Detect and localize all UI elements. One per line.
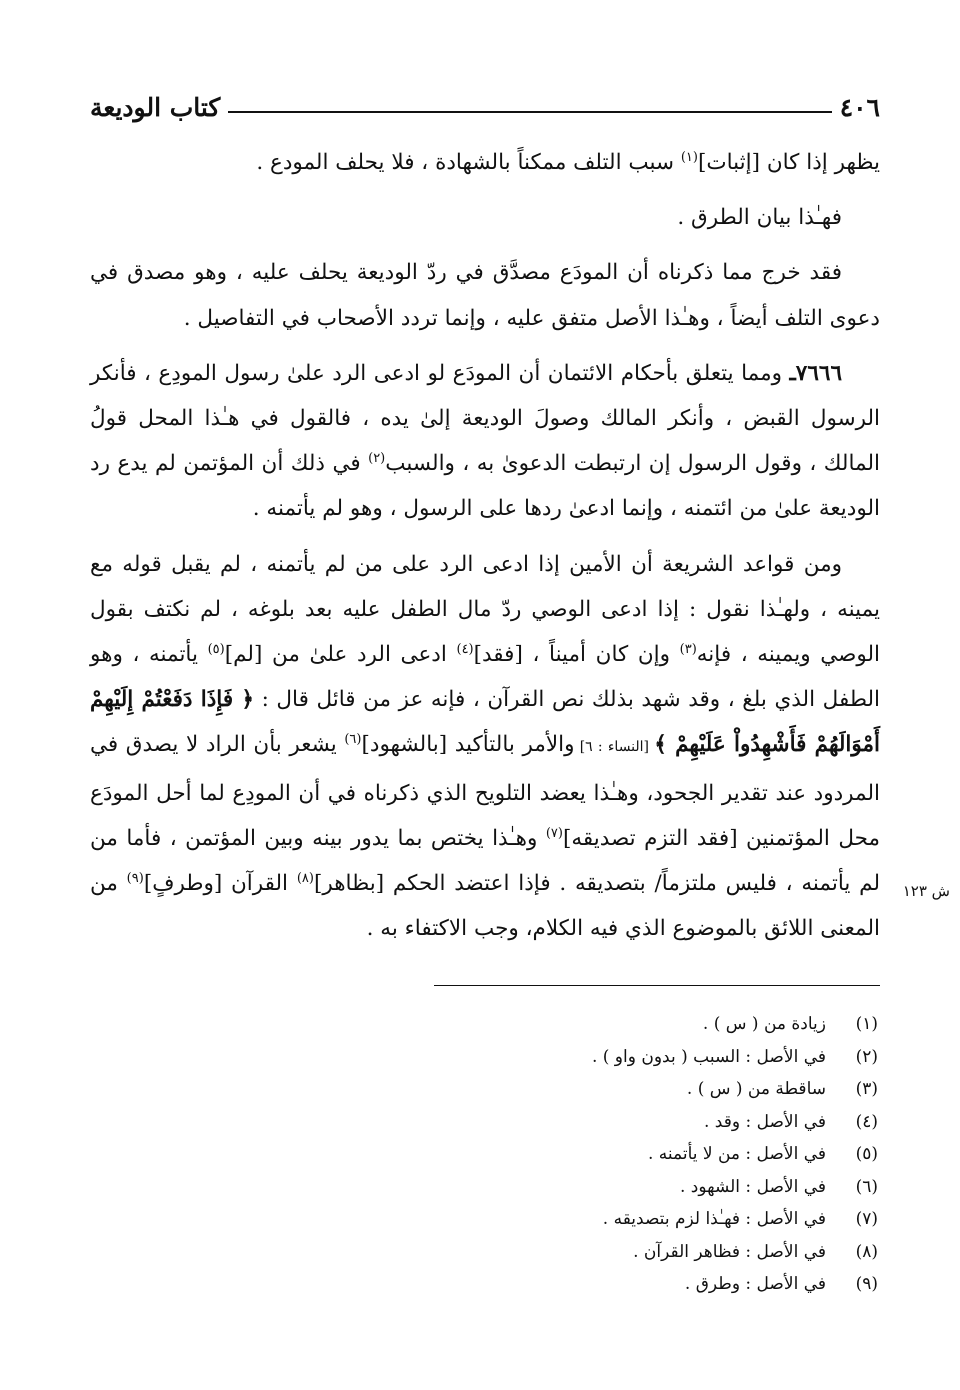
manuscript-folio-note: ش ١٢٣	[902, 882, 950, 900]
footnote-item	[458, 1008, 878, 1041]
verse-citation: [النساء : ٦]	[574, 739, 655, 756]
footnote-text: زيادة من ( س ) .	[702, 1014, 826, 1034]
footnote-separator	[434, 985, 880, 986]
paragraph-5: ومن قواعد الشريعة أن الأمين إذا ادعى الرد على من لم يأتمنه ، لم يقبل قوله مع يمينه ، ولهـٰذا نقول : إذا ادعى الوصي ردّ مال الطفل عليه بعد بلوغه ، لم نكتف بقول الوصي ويمينه ، فإنه$^{(٣)}$ وإن كان أميناً ، [فقد]$^{(٤)}$ ادعى الرد علىٰ من [لم]$^{(٥)}$ يأتمنه ، وهو الطفل الذي بلغ ، وقد شهد بذلك نص القرآن ، فإنه عز من قائل قال : ﴿ فَإِذَا دَفَعْتُمْ إِلَيْهِمْ أَمْوَالَهُمْ فَأَشْهِدُواْ عَلَيْهِمْ ﴾ [النساء : ٦] والأمر بالتأكيد [بالشهود]$^{(٦)}$ يشعر بأن الراد لا يصدق في المردود عند تقدير الجحود، وهـٰذا يعضد التلويح الذي ذكرناه في أن المودِع لما أحل المودَع محل المؤتمنين [فقد التزم تصديقه]$^{(٧)}$ وهـٰذا يختص بما يدور بينه وبين المؤتمن ، فأما من لم يأتمنه ، فليس ملتزماً/ بتصديقه . فإذا اعتضد الحكم [بظاهر]$^{(٨)}$ القرآن [وطرفٍ]$^{(٩)}$ من المعنى اللائق بالموضوع الذي فيه الكلام، وجب الاكتفاء به .	[90, 551, 881, 942]
footnote-item	[458, 1171, 878, 1204]
running-header	[90, 78, 880, 122]
footnote-number: (٢)	[855, 1046, 878, 1067]
footnote-number: (٦)	[855, 1176, 878, 1197]
footnote-ref-4: (٤)	[456, 641, 474, 657]
footnote-text: في الأصل : فهـٰذا لزم بتصديقه .	[602, 1209, 826, 1229]
footnote-number: (٣)	[855, 1079, 878, 1099]
footnote-ref-3: (٣)	[679, 641, 697, 657]
footnote-text: في الأصل : من لا يأتمنه .	[647, 1144, 826, 1164]
footnote-ref-6: (٦)	[344, 732, 362, 748]
footnote-text: في الأصل : وقد .	[703, 1111, 826, 1132]
footnote-text: في الأصل : السبب ( بدون واو ) .	[591, 1046, 826, 1067]
paragraph-1: يظهر إذا كان [إثبات]$^{(١)}$ سبب التلف ممكناً بالشهادة ، فلا يحلف المودع .	[256, 149, 880, 175]
chapter-title: كتاب الوديعة	[90, 93, 221, 122]
footnote-text: في الأصل : وطرق .	[684, 1274, 826, 1294]
quran-verse: ﴿ فَإِذَا دَفَعْتُمْ إِلَيْهِمْ أَمْوَالَهُمْ فَأَشْهِدُواْ عَلَيْهِمْ ﴾	[90, 687, 880, 758]
paragraph-3: فقد خرج مما ذكرناه أن المودَع مصدَّق في ردّ الوديعة يحلف عليه ، وهو مصدق في دعوى التلف أيضاً ، وهـٰذا الأصل متفق عليه ، وإنما تردد الأصحاب في التفاصيل .	[90, 260, 880, 331]
footnote-number: (٨)	[855, 1241, 878, 1262]
main-text	[90, 140, 880, 951]
footnote-item	[458, 1203, 878, 1236]
footnote-text: في الأصل : الشهود .	[679, 1176, 826, 1197]
footnote-item	[458, 1106, 878, 1139]
footnote-item	[458, 1236, 878, 1269]
footnote-item	[458, 1268, 878, 1301]
footnote-number: (١)	[855, 1014, 878, 1034]
paragraph-number: ٧٦٦٦ـ	[789, 360, 842, 386]
footnote-item	[458, 1041, 878, 1074]
footnote-number: (٤)	[855, 1111, 878, 1132]
footnote-ref-1: (١)	[680, 149, 698, 165]
footnote-number: (٥)	[855, 1144, 878, 1164]
paragraph-2: فهـٰذا بيان الطرق .	[677, 205, 842, 231]
footnote-text: ساقطة من ( س ) .	[686, 1079, 826, 1099]
page-number: ٤٠٦	[839, 93, 880, 122]
footnote-ref-5: (٥)	[207, 641, 225, 657]
footnote-ref-8: (٨)	[296, 870, 314, 886]
footnote-ref-2: (٢)	[368, 451, 386, 467]
footnote-ref-7: (٧)	[545, 825, 563, 841]
footnote-item	[458, 1138, 878, 1171]
footnote-number: (٩)	[855, 1274, 878, 1294]
footnote-text: في الأصل : فظاهر القرآن .	[633, 1241, 826, 1262]
footnote-item	[458, 1073, 878, 1106]
footnote-number: (٧)	[855, 1209, 878, 1229]
header-rule	[228, 111, 831, 113]
footnotes	[458, 1008, 878, 1301]
paragraph-4: ٧٦٦٦ـ ومما يتعلق بأحكام الائتمان أن المودَع لو ادعى الرد علىٰ رسول المودِع ، فأنكر الرسول القبض ، وأنكر المالك وصولَ الوديعة إلىٰ يده ، فالقول في هـٰذا المحل قولُ المالك ، وقول الرسول إن ارتبطت الدعوىٰ به ، والسبب$^{(٢)}$ في ذلك أن المؤتمن لم يدع رد الوديعة علىٰ من ائتمنه ، وإنما ادعىٰ ردها على الرسول ، وهو لم يأتمنه .	[90, 360, 880, 522]
footnote-ref-9: (٩)	[126, 870, 144, 886]
